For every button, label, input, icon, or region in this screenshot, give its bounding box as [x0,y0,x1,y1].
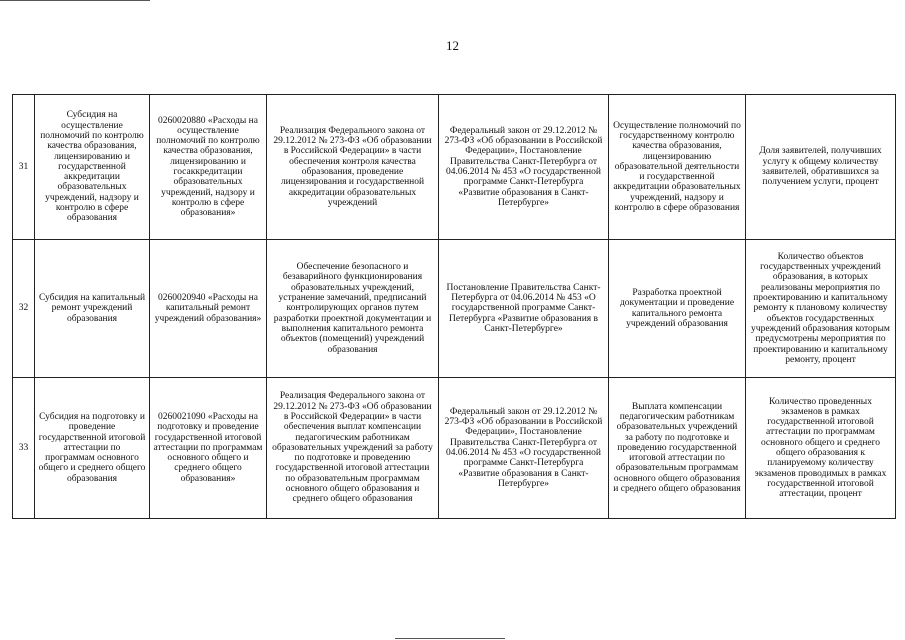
page-number: 12 [446,38,459,53]
subsidy-name: Субсидия на капитальный ремонт учреждений образования [35,240,150,378]
table-row [13,95,896,240]
budget-code: 0260020940 «Расходы на капитальный ремонт учреждений образования» [150,240,267,378]
subsidy-name: Субсидия на осуществление полномочий по контролю качества образования, лицензированию и государственной аккредитации образовательных учреждений, надзору и контролю в сфере образования [35,95,150,240]
table-row [13,378,896,519]
budget-table [12,94,896,519]
expected-result: Разработка проектной документации и проведение капитального ремонта учреждений образования [609,240,746,378]
scan-edge-mark [0,0,150,1]
subsidy-purpose: Реализация Федерального закона от 29.12.2012 № 273-ФЗ «Об образовании в Российской Федерации» в части обеспечения контроля качества образования, проведение лицензирования и государственной аккредитации образовательных учреждений [267,95,439,240]
budget-code: 0260020880 «Расходы на осуществление полномочий по контролю качества образования, лицензированию и госаккредитации образовательных учреждений, надзору и контролю в сфере образования» [150,95,267,240]
performance-indicator: Количество объектов государственных учреждений образования, в которых реализованы мероприятия по проектированию и капитальному ремонту к плановому количеству объектов государственных учреждений образования которым предусмотрены мероприятия по проектированию и капитальному ремонту, процент [746,240,896,378]
row-number: 31 [13,95,35,240]
legal-basis: Постановление Правительства Санкт-Петербурга от 04.06.2014 № 453 «О государственной программе Санкт-Петербурга «Развитие образования в Санкт-Петербурге» [439,240,609,378]
subsidy-purpose: Обеспечение безопасного и безаварийного функционирования образовательных учреждений, устранение замечаний, предписаний контролирующих органов путем разработки проектной документации и выполнения капитального ремонта объектов (помещений) учреждений образования [267,240,439,378]
scan-edge-mark [395,638,505,639]
row-number: 33 [13,378,35,519]
expected-result: Осуществление полномочий по государственному контролю качества образования, лицензированию образовательной деятельности и государственной аккредитации образовательных учреждений, надзору и контролю в сфере образования [609,95,746,240]
table-row [13,240,896,378]
legal-basis: Федеральный закон от 29.12.2012 № 273-ФЗ «Об образовании в Российской Федерации», Постановление Правительства Санкт-Петербурга от 04.06.2014 № 453 «О государственной программе Санкт-Петербурга «Развитие образования в Санкт-Петербурге» [439,378,609,519]
performance-indicator: Количество проведенных экзаменов в рамках государственной итоговой аттестации по программам основного общего и среднего общего образования к планируемому количеству экзаменов проводимых в рамках государственной итоговой аттестации, процент [746,378,896,519]
subsidy-purpose: Реализация Федерального закона от 29.12.2012 № 273-ФЗ «Об образовании в Российской Федерации» в части обеспечения выплат компенсации педагогическим работникам образовательных учреждений за работу по подготовке и проведению государственной итоговой аттестации по образовательным программам основного общего образования и среднего общего образования [267,378,439,519]
subsidy-name: Субсидия на подготовку и проведение государственной итоговой аттестации по программам основного общего и среднего общего образования [35,378,150,519]
legal-basis: Федеральный закон от 29.12.2012 № 273-ФЗ «Об образовании в Российской Федерации», Постановление Правительства Санкт-Петербурга от 04.06.2014 № 453 «О государственной программе Санкт-Петербурга «Развитие образования в Санкт-Петербурге» [439,95,609,240]
row-number: 32 [13,240,35,378]
expected-result: Выплата компенсации педагогическим работникам образовательных учреждений за работу по подготовке и проведению государственной итоговой аттестации по образовательным программам основного общего образования и среднего общего образования [609,378,746,519]
performance-indicator: Доля заявителей, получивших услугу к общему количеству заявителей, обратившихся за получением услуги, процент [746,95,896,240]
budget-code: 0260021090 «Расходы на подготовку и проведение государственной итоговой аттестации по программам основного общего и среднего общего образования» [150,378,267,519]
